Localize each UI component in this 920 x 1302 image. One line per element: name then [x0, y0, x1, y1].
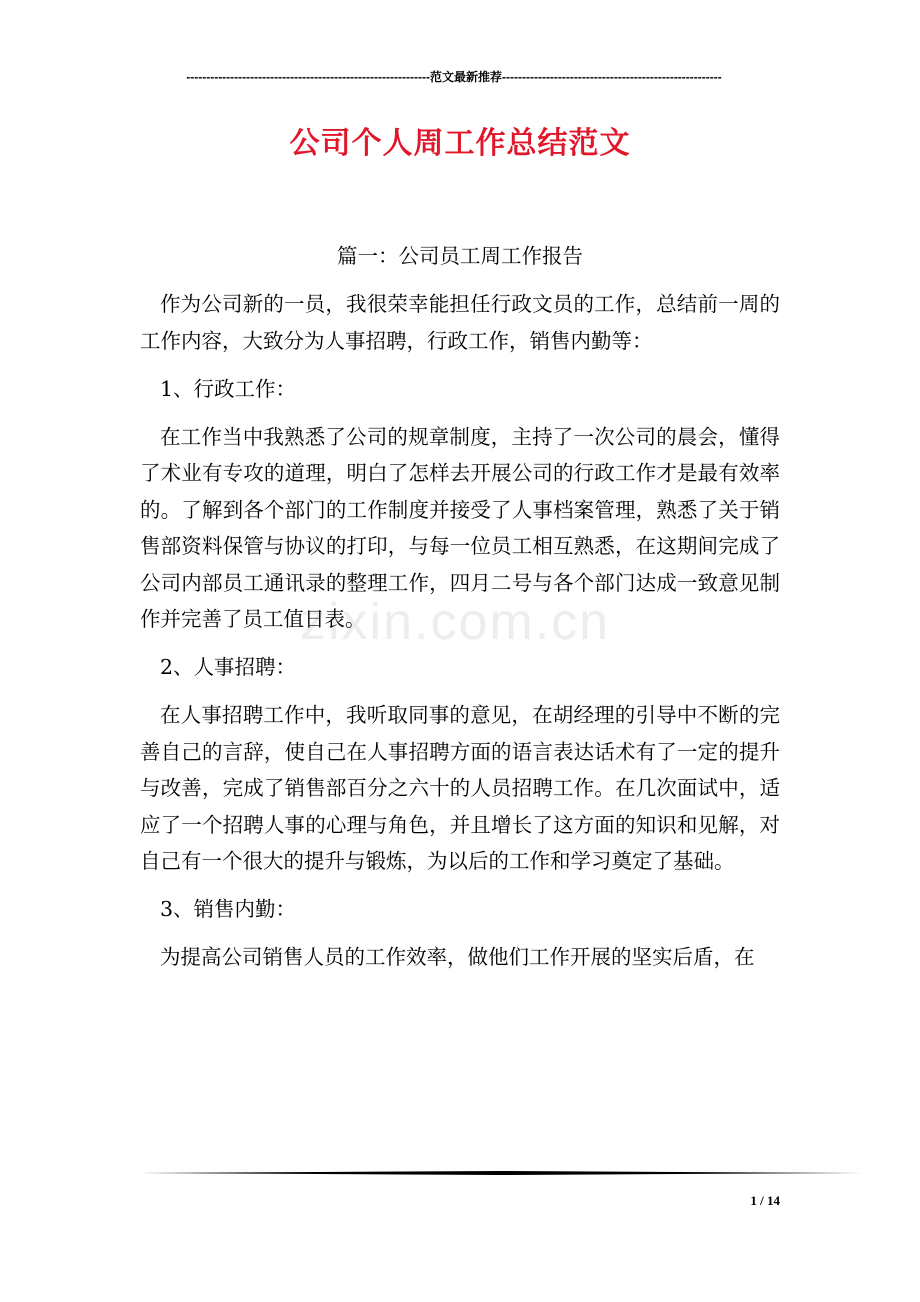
paragraph: 为提高公司销售人员的工作效率，做他们工作开展的坚实后盾，在: [160, 945, 755, 969]
paragraph: 在工作当中我熟悉了公司的规章制度，主持了一次公司的晨会，懂得了术业有专攻的道理，明白了怎样去开展公司的行政工作才是最有效率的。了解到各个部门的工作制度并接受了人事档案管理，熟悉了关于销售部资料保管与协议的打印，与每一位员工相互熟悉，在这期间完成了公司内部员工通讯录的整理工作，四月二号与各个部门达成一致意见制作并完善了员工值日表。: [140, 424, 780, 631]
document-title: 公司个人周工作总结范文: [289, 126, 631, 161]
footer-divider: [140, 1171, 862, 1175]
watermark: zixin.com.cn: [300, 593, 611, 651]
document-body: [140, 238, 780, 987]
subheading: 3、销售内勤：: [160, 897, 297, 921]
page-number: 1 / 14: [750, 1193, 780, 1208]
paragraph: 作为公司新的一员，我很荣幸能担任行政文员的工作，总结前一周的工作内容，大致分为人事招聘，行政工作，销售内勤等：: [140, 292, 780, 353]
subheading: 1、行政工作：: [160, 376, 297, 401]
section-heading: 篇一：公司员工周工作报告: [337, 244, 583, 268]
page-header: -------------------------------------------------------------范文最新推荐-------------------------------------------------------: [186, 70, 722, 84]
subheading: 2、人事招聘：: [160, 655, 297, 679]
paragraph: 在人事招聘工作中，我听取同事的意见，在胡经理的引导中不断的完善自己的言辞，使自己在人事招聘方面的语言表达话术有了一定的提升与改善，完成了销售部百分之六十的人员招聘工作。在几次面试中，适应了一个招聘人事的心理与角色，并且增长了这方面的知识和见解，对自己有一个很大的提升与锻炼，为以后的工作和学习奠定了基础。: [140, 703, 780, 873]
